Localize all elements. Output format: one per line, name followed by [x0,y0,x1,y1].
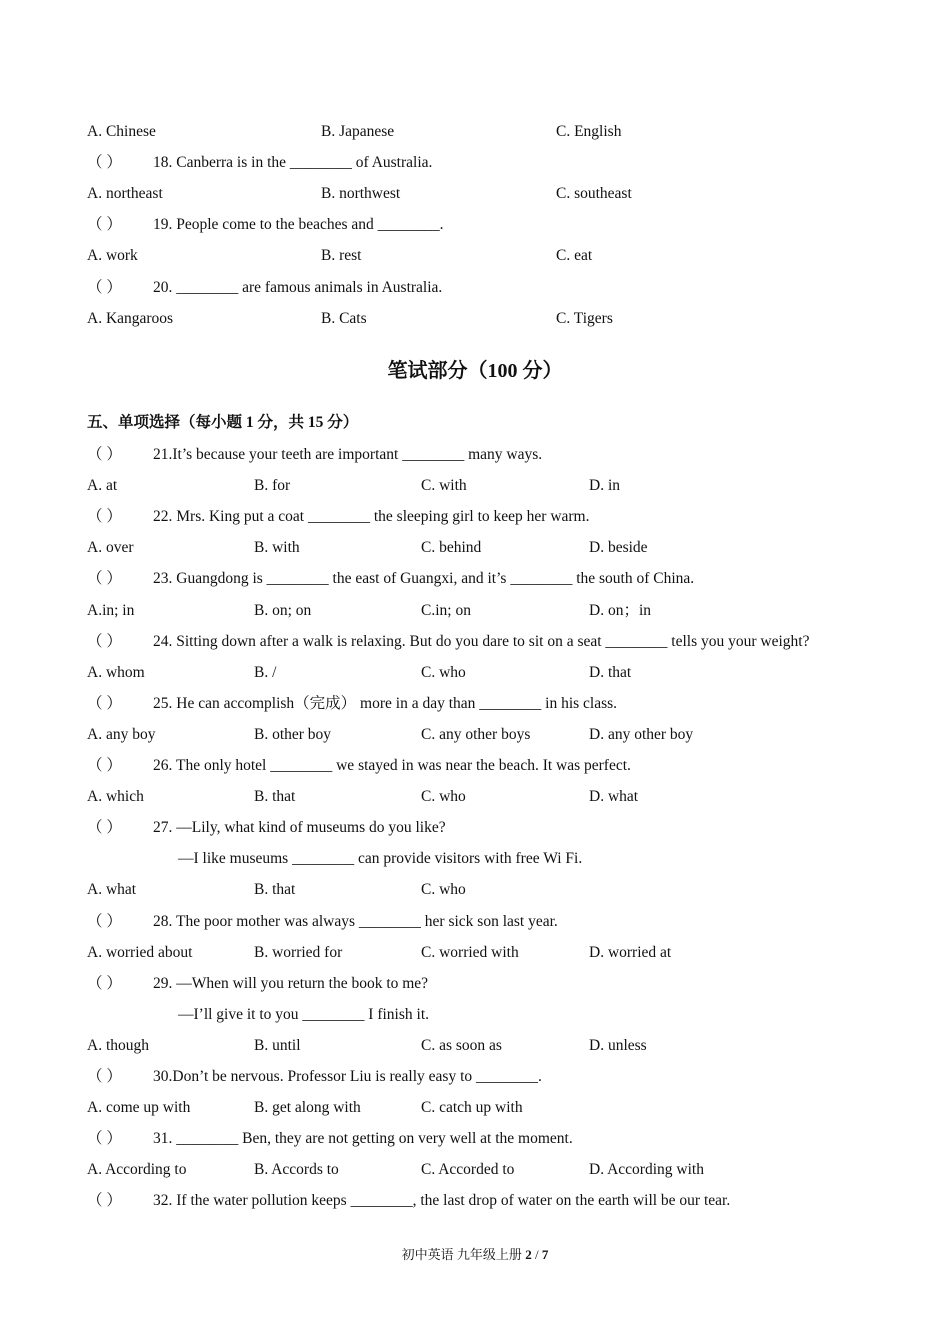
question-text: 21.It’s because your teeth are important ________ many ways. [153,446,543,463]
section-heading: 五、单项选择（每小题 1 分，共 15 分） [87,414,359,431]
question-row [87,688,617,719]
answer-option: D. what [589,788,639,806]
question-text: 26. The only hotel ________ we stayed in was near the beach. It was perfect. [153,757,631,774]
answer-option: C. with [421,477,467,495]
answer-option: B. on; on [254,601,312,619]
answer-option: C. as soon as [421,1036,502,1054]
answer-option: B. get along with [254,1099,361,1117]
question-text: 19. People come to the beaches and ________. [153,216,444,234]
answer-option: D. According with [589,1161,704,1179]
question-text: 29. —When will you return the book to me? [153,974,429,992]
answer-blank: （ ） [87,154,122,172]
question-text: 28. The poor mother was always ________ her sick son last year. [153,912,558,930]
answer-option: A. at [87,477,118,495]
question-row [87,209,444,240]
answer-option: B. that [254,788,296,806]
answer-option: D. that [589,663,632,681]
answer-option: C. who [421,881,466,899]
answer-blank: （ ） [87,1068,122,1085]
answer-option: C. Accorded to [421,1161,515,1179]
question-text: 32. If the water pollution keeps ________, the last drop of water on the earth will be our tear. [153,1192,731,1210]
answer-blank: （ ） [87,694,122,712]
question-text: 25. He can accomplish（完成） more in a day than ________ in his class. [153,694,618,712]
answer-option: C. eat [556,247,593,265]
question-text: 18. Canberra is in the ________ of Australia. [153,154,433,172]
answer-option: B. with [254,539,300,557]
footer-separator: / [531,1247,542,1262]
answer-option: B. northwest [321,185,401,203]
question-row [87,272,442,303]
answer-option: B. worried for [254,943,343,961]
answer-option: B. rest [321,247,362,265]
question-row [87,501,590,532]
answer-option: A. northeast [87,185,163,203]
answer-option: C. worried with [421,943,519,961]
question-text: 23. Guangdong is ________ the east of Guangxi, and it’s ________ the south of China. [153,570,695,588]
footer-page-number: 2 [525,1247,532,1262]
answer-option: D. on；in [589,601,652,619]
question-row [87,147,432,178]
answer-option: A. work [87,247,138,265]
answer-option: A. any boy [87,725,156,743]
question-row [87,812,446,843]
answer-option: A. worried about [87,943,193,961]
written-section-title: 笔试部分（100 分） [387,360,563,382]
question-text: 31. ________ Ben, they are not getting on very well at the moment. [153,1130,573,1148]
answer-option: C. any other boys [421,725,531,743]
question-row [87,563,694,594]
answer-option: D. unless [589,1036,647,1054]
answer-blank: （ ） [87,912,122,930]
answer-option: D. in [589,477,620,495]
question-row [87,968,428,999]
answer-option: A. though [87,1036,149,1054]
answer-option: C. Tigers [556,309,613,327]
answer-option: A. Chinese [87,123,156,140]
answer-option: B. until [254,1036,301,1054]
answer-blank: （ ） [87,278,122,296]
answer-option: A. whom [87,663,145,681]
answer-option: B. Accords to [254,1161,339,1179]
answer-option: B. Cats [321,309,367,327]
answer-option: C. behind [421,539,482,557]
question-text: 24. Sitting down after a walk is relaxing. But do you dare to sit on a seat ________ tells you your weight? [153,632,810,650]
answer-option: C. who [421,663,466,681]
question-row [87,439,542,470]
answer-option: C. English [556,123,622,140]
footer-label: 初中英语 九年级上册 [401,1247,522,1262]
answer-option: A. come up with [87,1099,191,1117]
answer-option: C. catch up with [421,1099,523,1117]
answer-blank: （ ） [87,819,122,837]
answer-option: C. who [421,788,466,806]
answer-blank: （ ） [87,570,122,588]
question-row [87,906,558,937]
footer-total-pages: 7 [541,1247,549,1262]
page-footer [0,1244,950,1266]
answer-blank: （ ） [87,974,122,992]
question-continuation: —I’ll give it to you ________ I finish it. [178,1005,429,1023]
answer-option: D. any other boy [589,725,694,743]
answer-option: B. other boy [254,725,332,743]
answer-blank: （ ） [87,508,122,526]
answer-option: B. / [254,663,277,681]
answer-blank: （ ） [87,1130,122,1148]
answer-option: A. what [87,881,137,899]
answer-blank: （ ） [87,757,122,774]
question-text: 30.Don’t be nervous. Professor Liu is really easy to ________. [153,1068,542,1085]
answer-option: C.in; on [421,601,471,619]
answer-option: A. Kangaroos [87,309,174,327]
answer-option: A. over [87,539,134,557]
question-row [87,1061,542,1092]
question-text: 20. ________ are famous animals in Australia. [153,278,443,296]
answer-option: D. beside [589,539,648,557]
answer-blank: （ ） [87,446,122,463]
question-text: 22. Mrs. King put a coat ________ the sleeping girl to keep her warm. [153,508,590,526]
answer-blank: （ ） [87,632,122,650]
question-text: 27. —Lily, what kind of museums do you like? [153,819,446,837]
answer-option: B. Japanese [321,123,395,140]
answer-blank: （ ） [87,1192,122,1210]
answer-option: A. which [87,788,144,806]
question-row [87,750,631,781]
answer-option: D. worried at [589,943,672,961]
question-row [87,626,810,657]
question-row [87,1185,730,1216]
answer-option: B. that [254,881,296,899]
question-row [87,1123,573,1154]
question-continuation: —I like museums ________ can provide visitors with free Wi Fi. [178,850,583,868]
answer-option: A.in; in [87,601,135,619]
answer-option: C. southeast [556,185,632,203]
answer-option: B. for [254,477,291,495]
answer-option: A. According to [87,1161,187,1179]
answer-blank: （ ） [87,216,122,234]
